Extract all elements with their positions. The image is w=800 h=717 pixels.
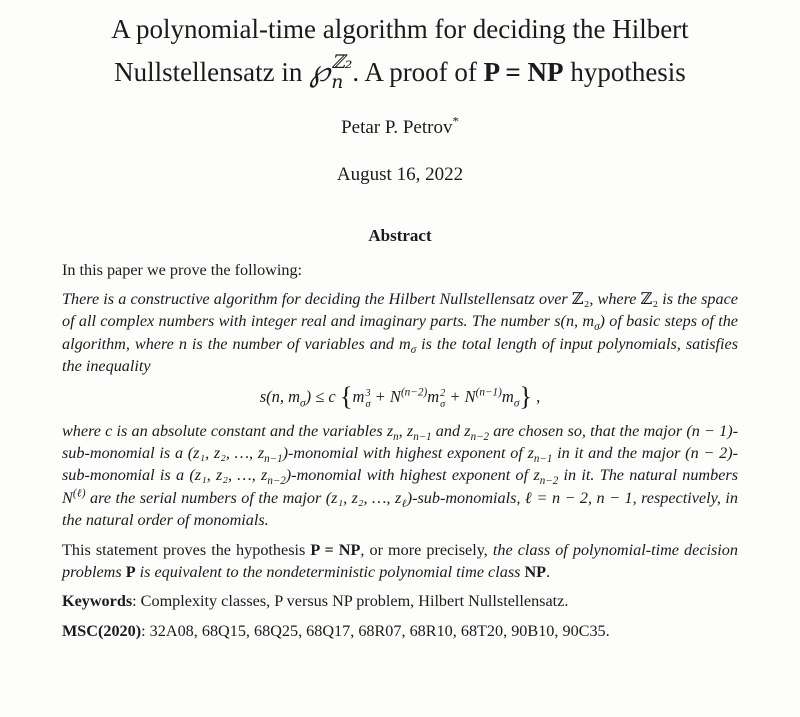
msc-line: MSC(2020): 32A08, 68Q15, 68Q25, 68Q17, 68R07, 68R10, 68T20, 90B10, 90C35. (62, 621, 610, 640)
theorem-paragraph-2: where c is an absolute constant and the variables $z_n$, $z_{n-1}$ and $z_{n-2}$ are chosen so, that the major (n − 1)-sub-monomial is a (z₁, z₂, …, $z_{n-1}$)-monomial with highest exponent of $z_{n-1}$ in it and the major (n − 2)-sub-monomial is a (z₁, z₂, …, $z_{n-2}$)-monomial with highest exponent of $z_{n-2}$ in it. The natural numbers $N^{(\ell)}$ are the serial numbers of the major (z₁, z₂, …, $z_\ell)-sub$-monomials, ℓ = n − 2, n − 1, respectively, in the natural order of monomials. (62, 421, 738, 530)
abstract-body (62, 259, 738, 642)
conclusion-paragraph: This statement proves the hypothesis P = NP, or more precisely, the class of polynomial-time decision problems P is equivalent to the nondeterministic polynomial time class NP. (62, 540, 738, 581)
publication-date: August 16, 2022 (336, 163, 464, 185)
paper-title (18, 10, 782, 95)
paper-title-line2: Nullstellensatz in ℘ ℤ₂ n . A proof of P = NP hypothesis (114, 51, 686, 93)
author-name: Petar P. Petrov* (341, 113, 459, 138)
theorem-paragraph-1: There is a constructive algorithm for deciding the Hilbert Nullstellensatz over ℤ₂, where ℤ₂ is the space of all complex numbers with integer real and imaginary parts. The number s(n, $m_\sigma$) of basic steps of the algorithm, where n is the number of variables and $m_\sigma$ is the total length of input polynomials, satisfies the inequality (62, 290, 738, 376)
abstract-heading: Abstract (368, 225, 432, 245)
keywords-line: Keywords: Complexity classes, P versus NP problem, Hilbert Nullstellensatz. (62, 592, 569, 611)
inequality-equation: s(n, $m_\sigma) \le c$ {m 3 σ + $N^{(n-2)}m$ 2 σ + $N^{(n-1)}m_\sigma$} , (259, 381, 541, 412)
paper-title-line1: A polynomial-time algorithm for deciding the Hilbert (111, 14, 689, 44)
abstract-intro: In this paper we prove the following: (62, 260, 303, 279)
